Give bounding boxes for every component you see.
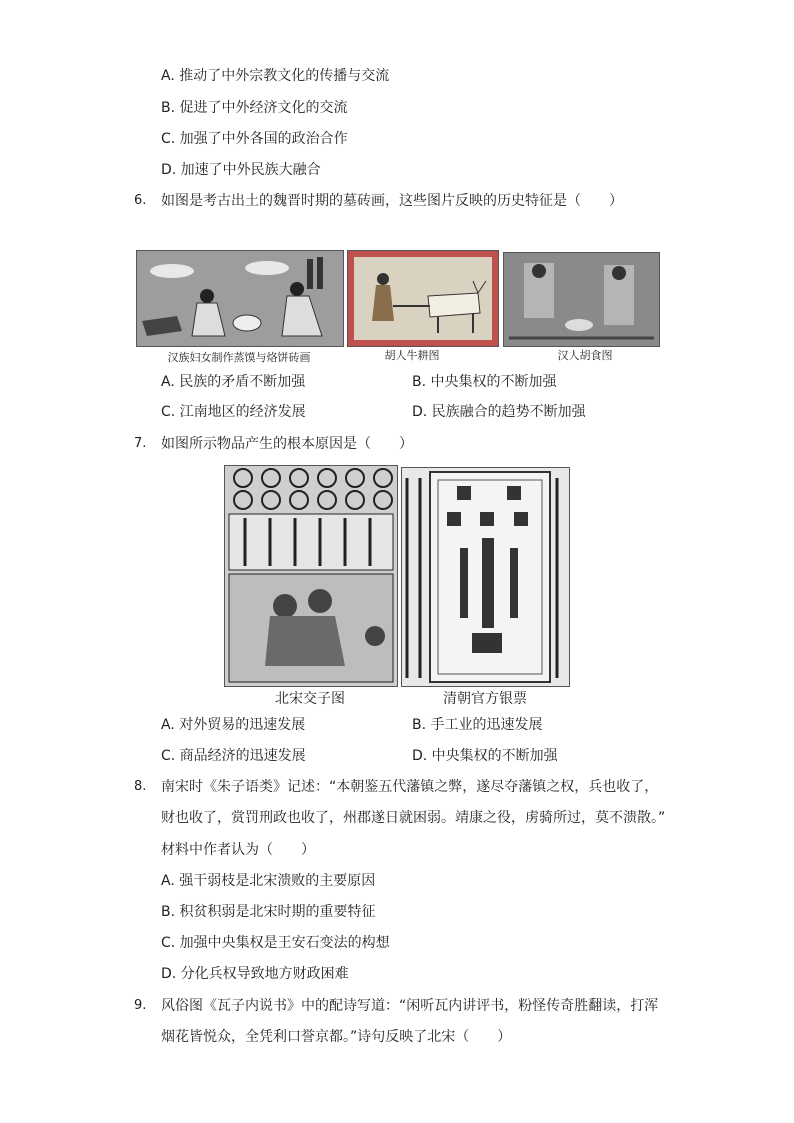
- q7-option-a: A. 对外贸易的迅速发展: [161, 717, 306, 733]
- q5-option-b: B. 促进了中外经济文化的交流: [161, 100, 348, 116]
- q8-number: 8.: [134, 779, 147, 794]
- q6-caption-3: 汉人胡食图: [557, 349, 613, 362]
- q6-option-b: B. 中央集权的不断加强: [412, 374, 557, 390]
- q6-image-3-han-hu-dining: [503, 252, 660, 347]
- q7-image-2-silver-note: [401, 467, 570, 687]
- q7-caption-2: 清朝官方银票: [443, 691, 527, 707]
- q7-option-b: B. 手工业的迅速发展: [412, 717, 543, 733]
- q7-option-d: D. 中央集权的不断加强: [412, 748, 558, 764]
- q7-caption-1: 北宋交子图: [275, 691, 345, 707]
- q7-number: 7.: [134, 436, 147, 451]
- q7-image-1-illustration: [225, 466, 397, 686]
- q6-image-3-illustration: [504, 253, 659, 346]
- q5-option-c: C. 加强了中外各国的政治合作: [161, 131, 348, 147]
- q5-option-a: A. 推动了中外宗教文化的传播与交流: [161, 68, 390, 84]
- q6-caption-2: 胡人牛耕图: [384, 349, 440, 362]
- q6-image-2-illustration: [348, 251, 498, 346]
- q6-image-2-ox-plowing: [347, 250, 499, 347]
- q9-stem-line-2: 烟花皆悦众，全凭利口誉京都。”诗句反映了北宋（ ）: [161, 1029, 512, 1045]
- q8-option-a: A. 强干弱枝是北宋溃败的主要原因: [161, 873, 376, 889]
- q8-option-d: D. 分化兵权导致地方财政困难: [161, 966, 349, 982]
- q8-stem-line-3: 材料中作者认为（ ）: [161, 842, 315, 858]
- q8-option-c: C. 加强中央集权是王安石变法的构想: [161, 935, 390, 951]
- q7-image-1-jiaozi: [224, 465, 398, 687]
- q6-number: 6.: [134, 193, 147, 208]
- q7-image-2-illustration: [402, 468, 569, 686]
- q7-option-c: C. 商品经济的迅速发展: [161, 748, 306, 764]
- q5-option-d: D. 加速了中外民族大融合: [161, 162, 321, 178]
- q6-option-c: C. 江南地区的经济发展: [161, 404, 306, 420]
- q9-number: 9.: [134, 998, 147, 1013]
- q6-option-a: A. 民族的矛盾不断加强: [161, 374, 306, 390]
- q8-option-b: B. 积贫积弱是北宋时期的重要特征: [161, 904, 376, 920]
- q7-stem: 如图所示物品产生的根本原因是（ ）: [161, 436, 413, 452]
- q6-image-1-brick-painting: [136, 250, 344, 347]
- q8-stem-line-1: 南宋时《朱子语类》记述：“本朝鉴五代藩镇之弊，遂尽夺藩镇之权，兵也收了，: [161, 779, 659, 795]
- q8-stem-line-2: 财也收了，赏罚刑政也收了，州郡遂日就困弱。靖康之役，虏骑所过，莫不溃散。”: [161, 810, 666, 826]
- q6-image-1-illustration: [137, 251, 343, 346]
- q6-stem: 如图是考古出土的魏晋时期的墓砖画，这些图片反映的历史特征是（ ）: [161, 193, 623, 209]
- q6-option-d: D. 民族融合的趋势不断加强: [412, 404, 586, 420]
- q6-caption-1: 汉族妇女制作蒸馍与烙饼砖画: [167, 351, 311, 364]
- q9-stem-line-1: 风俗图《瓦子内说书》中的配诗写道：“闲听瓦内讲评书，粉怪传奇胜翻读，打浑: [161, 998, 659, 1014]
